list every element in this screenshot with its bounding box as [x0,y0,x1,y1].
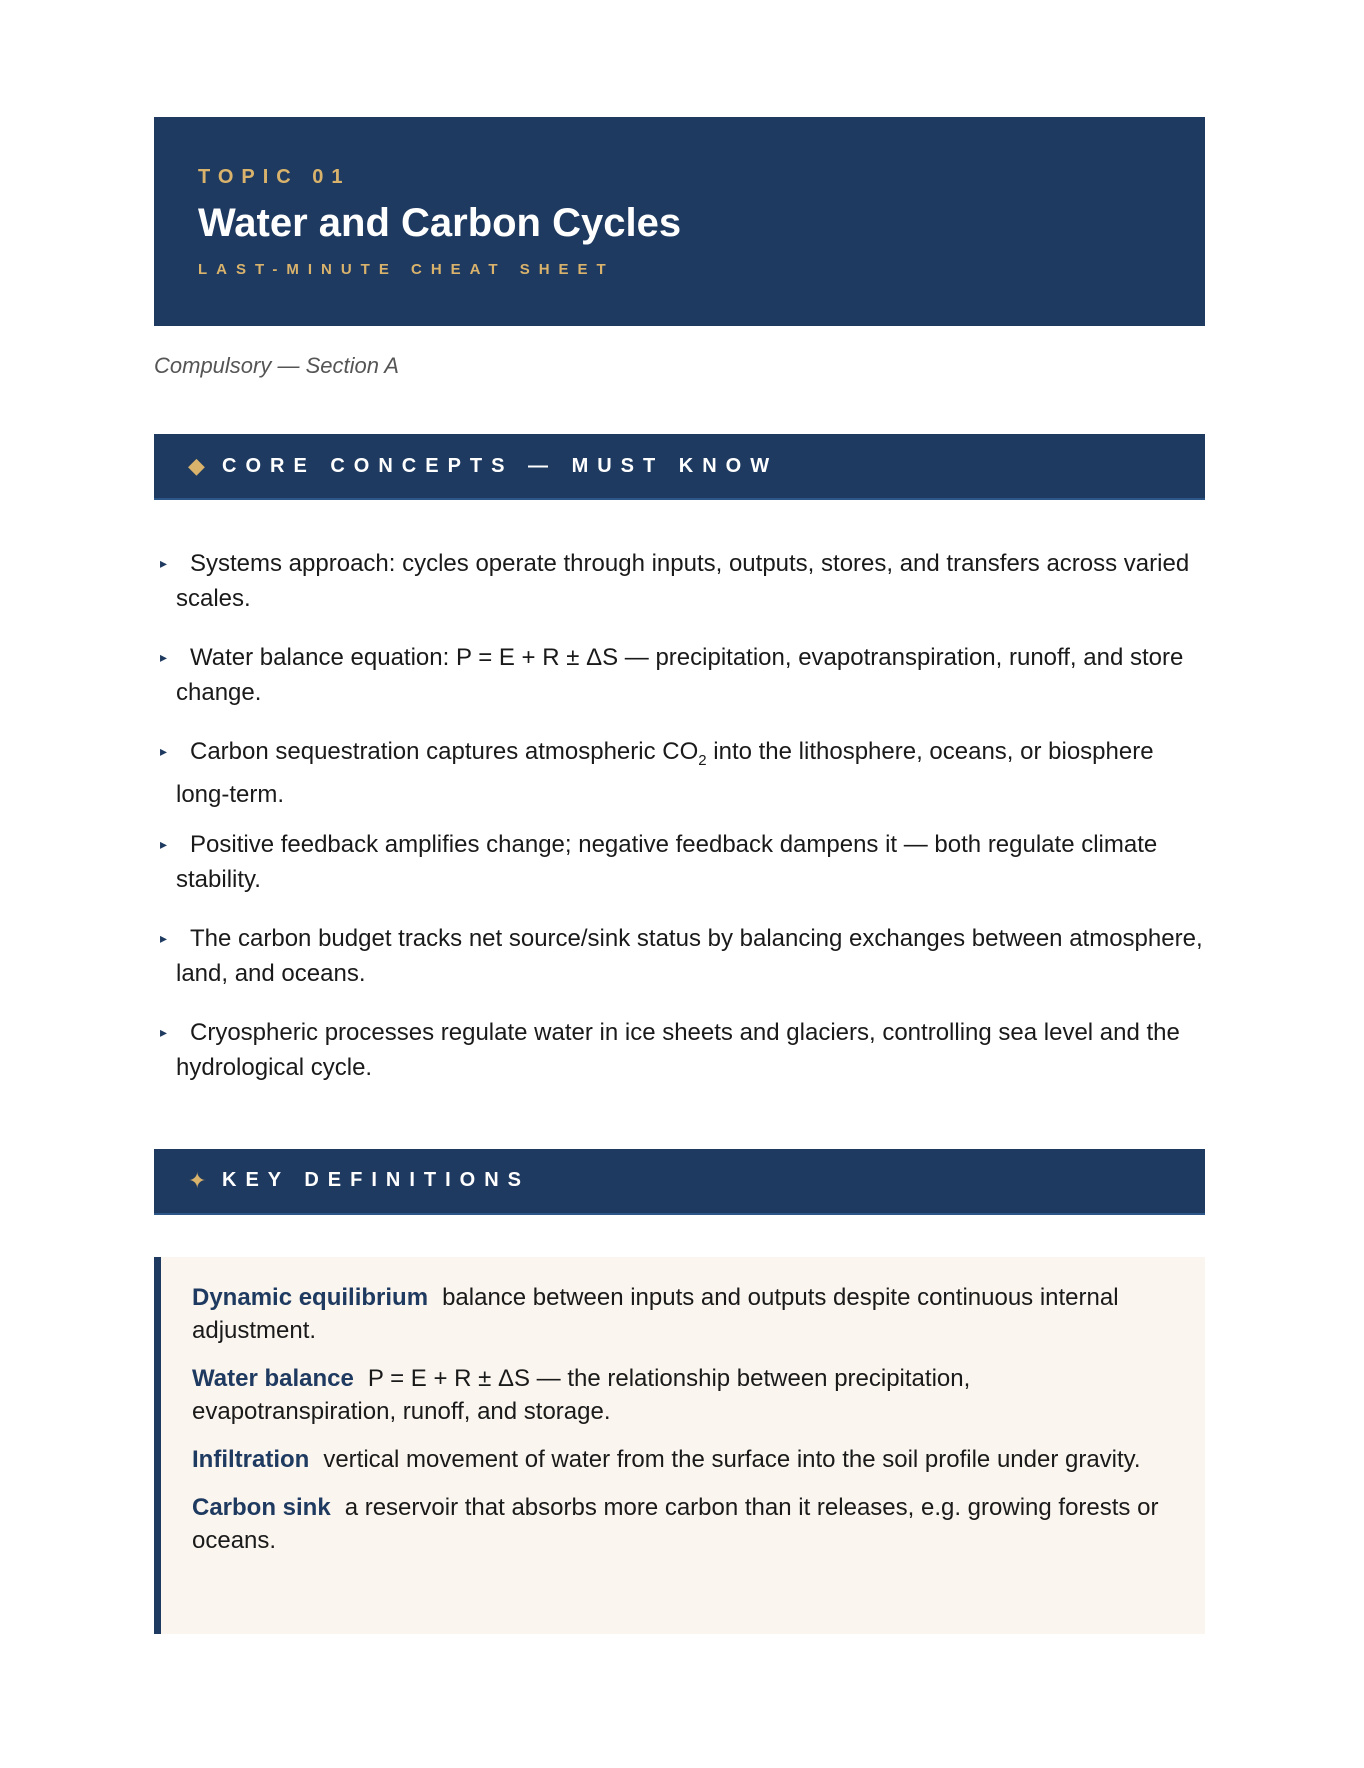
definition-term: Infiltration [192,1445,310,1473]
topic-header [154,117,1205,326]
list-item [154,734,1205,813]
triangle-bullet-icon: ▸ [160,648,168,665]
definition-term: Dynamic equilibrium [192,1283,429,1311]
topic-label: TOPIC 01 [198,166,351,188]
definition-item [192,1362,1175,1428]
list-item [154,827,1205,906]
triangle-bullet-icon: ▸ [160,742,168,759]
definition-item [192,1491,1175,1557]
page-title: Water and Carbon Cycles [198,201,682,245]
definition-text: vertical movement of water from the surface into the soil profile under gravity. [323,1445,1141,1473]
key-definitions-title: KEY DEFINITIONS [222,1169,530,1192]
diamond-icon: ◆ [188,453,205,478]
triangle-bullet-icon: ▸ [160,1023,168,1040]
concept-text: The carbon budget tracks net source/sink status by balancing exchanges between atmosphere, land, and oceans. [176,925,1203,988]
definition-text: a reservoir that absorbs more carbon than it releases, e.g. growing forests or oceans. [192,1493,1159,1554]
list-item [154,640,1205,719]
concept-text: Positive feedback amplifies change; negative feedback dampens it — both regulate climate stability. [176,831,1158,894]
cheat-sheet-page [154,117,1205,1634]
list-item [154,921,1205,1000]
definition-term: Carbon sink [192,1493,331,1521]
sparkle-icon: ✦ [188,1167,207,1193]
definitions-box [154,1257,1205,1634]
core-concepts-title: CORE CONCEPTS — MUST KNOW [222,454,779,477]
key-definitions-header [154,1149,1205,1215]
definition-text: balance between inputs and outputs despite continuous internal adjustment. [192,1283,1119,1344]
list-item [154,546,1205,625]
concept-text: Systems approach: cycles operate through inputs, outputs, stores, and transfers across varied scales. [176,550,1190,612]
concept-text: Water balance equation: P = E + R ± ΔS — precipitation, evapotranspiration, runoff, and store change. [176,643,1184,706]
triangle-bullet-icon: ▸ [160,930,168,947]
core-concepts-list [154,546,1205,1094]
list-item [154,1015,1205,1094]
definition-term: Water balance [192,1364,354,1392]
definition-item [192,1281,1175,1347]
triangle-bullet-icon: ▸ [160,555,168,571]
concept-text: Carbon sequestration captures atmospheric $CO_2$ into the lithosphere, oceans, or biosphere long-term. [176,737,1154,809]
concept-text: Cryospheric processes regulate water in ice sheets and glaciers, controlling sea level and the hydrological cycle. [176,1018,1180,1081]
definition-item [192,1443,1175,1476]
core-concepts-header [154,434,1205,500]
triangle-bullet-icon: ▸ [160,836,168,853]
page-subtitle: LAST-MINUTE CHEAT SHEET [198,261,615,278]
definition-text: P = E + R ± ΔS — the relationship between precipitation, evapotranspiration, runoff, and storage. [192,1364,971,1425]
section-meta: Compulsory — Section A [154,353,399,378]
